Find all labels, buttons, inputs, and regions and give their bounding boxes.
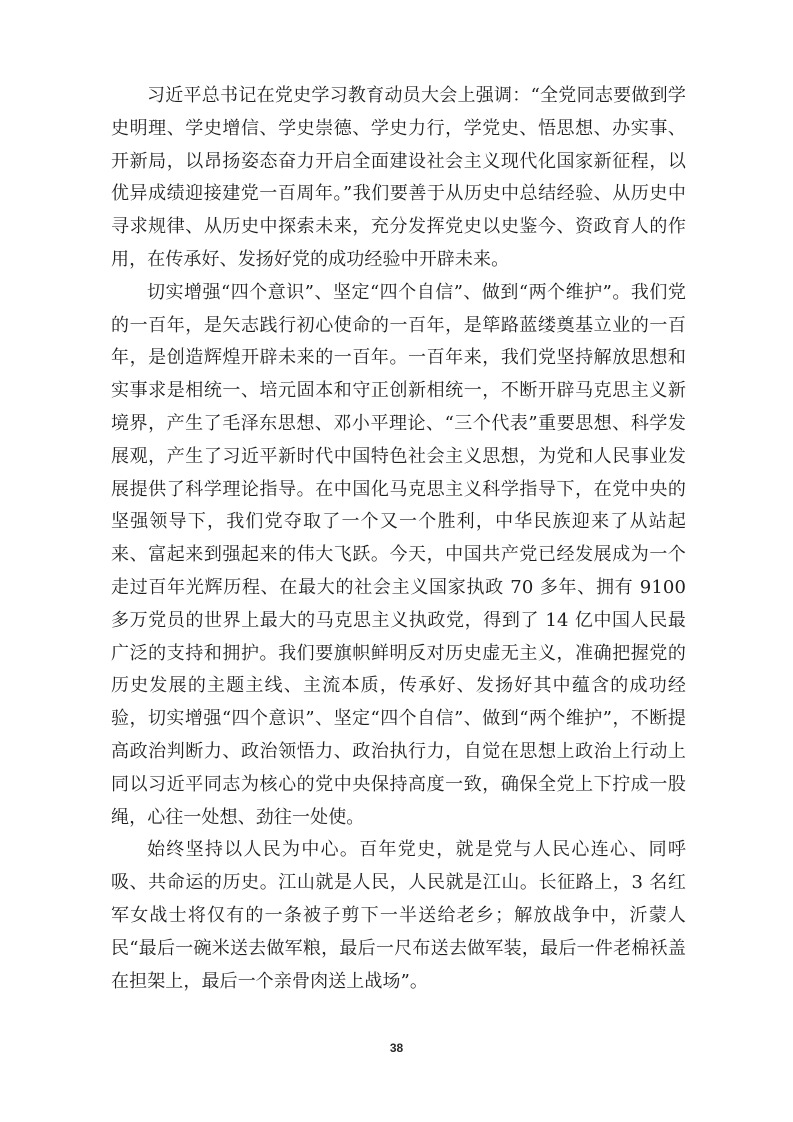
page-number: 38 (389, 1041, 404, 1055)
paragraph-people-centered: 始终坚持以人民为中心。百年党史，就是党与人民心连心、同呼吸、共命运的历史。江山就是人民，人民就是江山。长征路上，3 名红军女战士将仅有的一条被子剪下一半送给老乡；解放战争中，沂蒙人民“最后一碗米送去做军粮，最后一尺布送去做军装，最后一件老棉袄盖在担架上，最后一个亲骨肉送上战场”。 (111, 839, 686, 992)
paragraph-intro: 习近平总书记在党史学习教育动员大会上强调：“全党同志要做到学史明理、学史增信、学史崇德、学史力行，学党史、悟思想、办实事、开新局，以昂扬姿态奋力开启全面建设社会主义现代化国家新征程，以优异成绩迎接建党一百周年。”我们要善于从历史中总结经验、从历史中寻求规律、从历史中探索未来，充分发挥党史以史鉴今、资政育人的作用，在传承好、发扬好党的成功经验中开辟未来。 (111, 85, 686, 270)
paragraph-four-consciousness: 切实增强“四个意识”、坚定“四个自信”、做到“两个维护”。我们党的一百年，是矢志践行初心使命的一百年，是筚路蓝缕奠基立业的一百年，是创造辉煌开辟未来的一百年。一百年来，我们党坚持解放思想和实事求是相统一、培元固本和守正创新相统一，不断开辟马克思主义新境界，产生了毛泽东思想、邓小平理论、“三个代表”重要思想、科学发展观，产生了习近平新时代中国特色社会主义思想，为党和人民事业发展提供了科学理论指导。在中国化马克思主义科学指导下，在党中央的坚强领导下，我们党夺取了一个又一个胜利，中华民族迎来了从站起来、富起来到强起来的伟大飞跃。今天，中国共产党已经发展成为一个走过百年光辉历程、在最大的社会主义国家执政 70 多年、拥有 9100 多万党员的世界上最大的马克思主义执政党，得到了 14 亿中国人民最广泛的支持和拥护。我们要旗帜鲜明反对历史虚无主义，准确把握党的历史发展的主题主线、主流本质，传承好、发扬好其中蕴含的成功经验，切实增强“四个意识”、坚定“四个自信”、做到“两个维护”，不断提高政治判断力、政治领悟力、政治执行力，自觉在思想上政治上行动上同以习近平同志为核心的党中央保持高度一致，确保全党上下拧成一股绳，心往一处想、劲往一处使。 (111, 281, 686, 828)
body-text (111, 80, 686, 998)
